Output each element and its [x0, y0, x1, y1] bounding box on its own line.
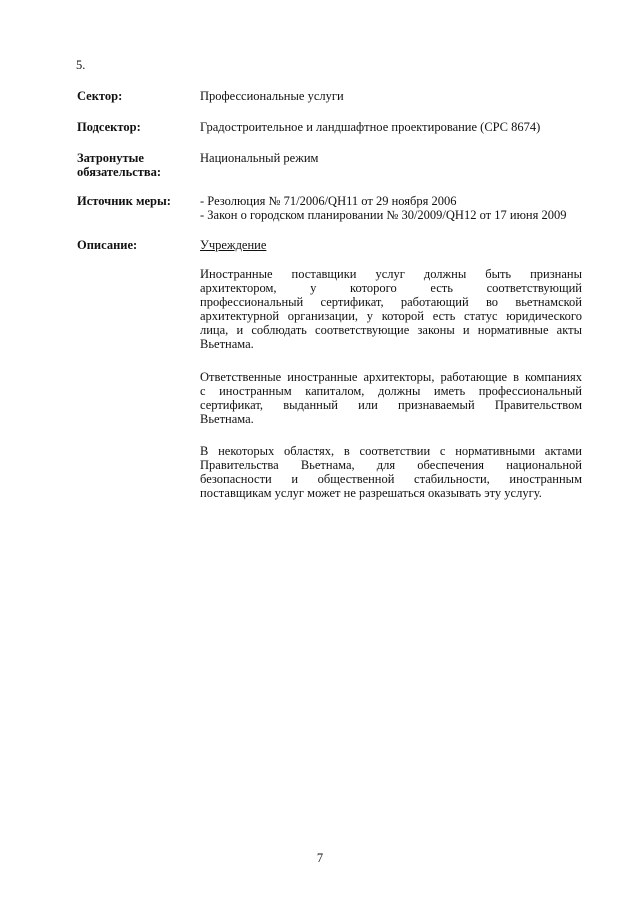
description-label: Описание:: [77, 238, 138, 252]
source-label: Источник меры:: [77, 194, 171, 208]
source-item: - Резолюция № 71/2006/QH11 от 29 ноября 2006: [200, 194, 457, 208]
description-paragraph-1: [200, 267, 582, 351]
sector-value: Профессиональные услуги: [200, 89, 344, 103]
paragraph-line: профессиональный сертификат, работающий во вьетнамской: [200, 295, 582, 309]
description-paragraph-2: [200, 370, 582, 426]
paragraph-line: Ответственные иностранные архитекторы, работающие в компаниях: [200, 370, 582, 384]
paragraph-line: Иностранные поставщики услуг должны быть признаны: [200, 267, 582, 281]
description-heading: Учреждение: [200, 238, 267, 252]
paragraph-line: архитектором, у которого есть соответствующий: [200, 281, 582, 295]
paragraph-line: сертификат, выданный или признаваемый Правительством: [200, 398, 582, 412]
paragraph-line: поставщикам услуг может не разрешаться оказывать эту услугу.: [200, 486, 542, 500]
paragraph-line: В некоторых областях, в соответствии с нормативными актами: [200, 444, 582, 458]
subsector-value: Градостроительное и ландшафтное проектирование (CPC 8674): [200, 120, 541, 134]
obligations-label-line2: обязательства:: [77, 165, 162, 179]
paragraph-line: Вьетнама.: [200, 412, 254, 426]
description-paragraph-3: [200, 444, 582, 500]
source-item: - Закон о городском планировании № 30/2009/QH12 от 17 июня 2009: [200, 208, 567, 222]
subsector-label: Подсектор:: [77, 120, 141, 134]
paragraph-line: лица, и соблюдать соответствующие законы и нормативные акты: [200, 323, 582, 337]
sector-label: Сектор:: [77, 89, 123, 103]
item-number: 5.: [76, 58, 86, 72]
paragraph-line: Вьетнама.: [200, 337, 254, 351]
paragraph-line: архитектурной организации, у которой есть статус юридического: [200, 309, 582, 323]
paragraph-line: Правительства Вьетнама, для обеспечения национальной: [200, 458, 582, 472]
obligations-label-line1: Затронутые: [77, 151, 144, 165]
paragraph-line: с иностранным капиталом, должны иметь профессиональный: [200, 384, 582, 398]
paragraph-line: безопасности и общественной стабильности, иностранным: [200, 472, 582, 486]
obligations-value: Национальный режим: [200, 151, 319, 165]
page-number: 7: [316, 851, 324, 865]
